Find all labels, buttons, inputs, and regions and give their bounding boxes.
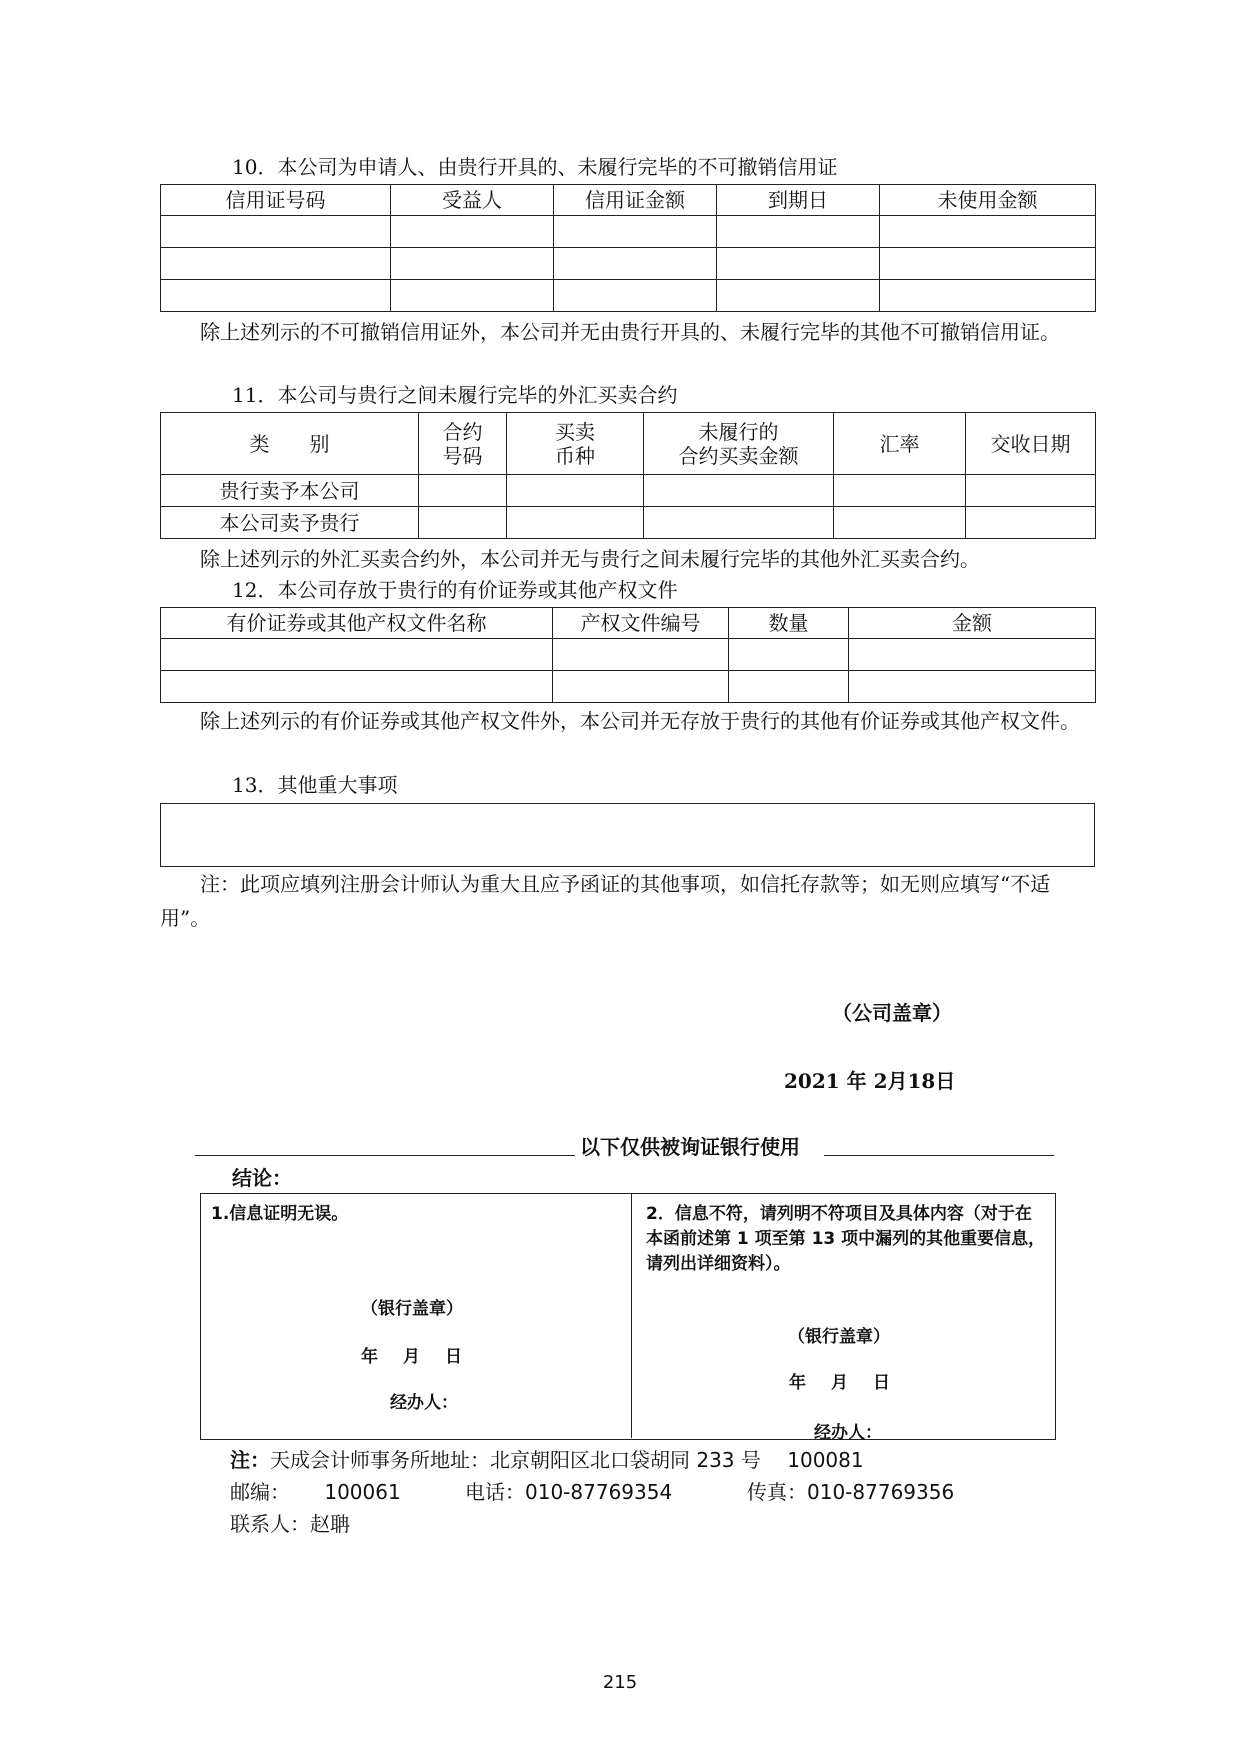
table-row	[161, 280, 1096, 312]
section-13-heading: 13．其他重大事项	[232, 773, 398, 797]
section-10-note: 除上述列示的不可撤销信用证外，本公司并无由贵行开具的、未履行完毕的其他不可撤销信用证。	[200, 320, 1060, 344]
table-cell[interactable]	[553, 671, 729, 703]
header-cell: 买卖 币种	[507, 413, 644, 475]
conclusion-divider	[631, 1194, 632, 1438]
table-cell[interactable]	[507, 507, 644, 539]
table-cell[interactable]	[161, 639, 553, 671]
table-cell[interactable]	[880, 216, 1096, 248]
letter-of-credit-table	[160, 184, 1096, 312]
other-matters-box[interactable]	[160, 803, 1095, 867]
header-cell: 信用证金额	[554, 185, 717, 216]
fx-contract-table	[160, 412, 1096, 539]
table-cell[interactable]	[644, 507, 834, 539]
table-cell[interactable]	[161, 280, 391, 312]
section-12-note: 除上述列示的有价证券或其他产权文件外，本公司并无存放于贵行的其他有价证券或其他产权文件。	[200, 709, 1080, 733]
table-cell[interactable]	[834, 475, 966, 507]
phone-label: 电话：	[465, 1480, 525, 1504]
table-header-row	[161, 413, 1096, 475]
table-cell[interactable]	[554, 280, 717, 312]
table-cell[interactable]	[966, 507, 1096, 539]
table-row	[161, 671, 1096, 703]
contact-label: 联系人：	[230, 1512, 310, 1536]
section-10-heading: 10．本公司为申请人、由贵行开具的、未履行完毕的不可撤销信用证	[232, 155, 838, 179]
table-cell[interactable]	[729, 639, 849, 671]
table-cell[interactable]	[717, 248, 880, 280]
page-number: 215	[602, 1672, 638, 1693]
table-cell[interactable]	[507, 475, 644, 507]
table-cell[interactable]	[729, 671, 849, 703]
header-cell: 汇率	[834, 413, 966, 475]
securities-table	[160, 607, 1096, 703]
conclusion-box	[200, 1193, 1056, 1440]
header-cell: 到期日	[717, 185, 880, 216]
table-row	[161, 216, 1096, 248]
left-date: 年 月 日	[361, 1347, 466, 1367]
section-11-heading: 11．本公司与贵行之间未履行完毕的外汇买卖合约	[232, 383, 678, 407]
table-cell[interactable]	[391, 280, 554, 312]
right-handler: 经办人：	[814, 1423, 882, 1443]
table-cell[interactable]	[849, 671, 1096, 703]
table-cell[interactable]	[391, 216, 554, 248]
firm-address: 天成会计师事务所地址：北京朝阳区北口袋胡同 233 号 100081	[270, 1448, 864, 1472]
header-cell: 信用证号码	[161, 185, 391, 216]
section-13-note: 注：此项应填列注册会计师认为重大且应予函证的其他事项，如信托存款等；如无则应填写“不适用”。	[160, 872, 1051, 930]
table-cell[interactable]	[161, 671, 553, 703]
table-cell[interactable]	[834, 507, 966, 539]
note-label: 注：	[230, 1448, 270, 1472]
table-cell[interactable]	[553, 639, 729, 671]
table-row	[161, 639, 1096, 671]
header-cell: 类 别	[161, 413, 419, 475]
contact-name: 赵聃	[310, 1512, 350, 1536]
bank-only-title: 以下仅供被询证银行使用	[580, 1135, 800, 1159]
left-bank-seal: （银行盖章）	[361, 1299, 463, 1319]
table-cell[interactable]	[419, 475, 507, 507]
header-cell: 金额	[849, 608, 1096, 639]
left-handler: 经办人：	[390, 1393, 458, 1413]
section-12-heading: 12．本公司存放于贵行的有价证券或其他产权文件	[232, 578, 678, 602]
firm-address-line	[230, 1444, 864, 1476]
header-cell: 有价证券或其他产权文件名称	[161, 608, 553, 639]
header-cell: 未履行的 合约买卖金额	[644, 413, 834, 475]
header-cell: 产权文件编号	[553, 608, 729, 639]
table-cell[interactable]	[880, 248, 1096, 280]
header-cell: 合约 号码	[419, 413, 507, 475]
postcode: 100061	[324, 1480, 401, 1504]
divider-left	[195, 1155, 575, 1156]
postcode-label: 邮编：	[230, 1480, 290, 1504]
right-bank-seal: （银行盖章）	[788, 1327, 890, 1347]
table-header-row	[161, 608, 1096, 639]
fax-label: 传真：	[747, 1480, 807, 1504]
header-cell: 未使用金额	[880, 185, 1096, 216]
section-11-note: 除上述列示的外汇买卖合约外，本公司并无与贵行之间未履行完毕的其他外汇买卖合约。	[200, 547, 980, 571]
row-label: 本公司卖予贵行	[161, 507, 419, 539]
conclusion-correct-text: 1.信息证明无误。	[211, 1204, 349, 1224]
table-row	[161, 507, 1096, 539]
right-date: 年 月 日	[789, 1373, 894, 1393]
table-cell[interactable]	[161, 216, 391, 248]
table-cell[interactable]	[161, 248, 391, 280]
confirmation-date: 2021 年 2月18日	[784, 1069, 956, 1093]
table-cell[interactable]	[717, 216, 880, 248]
conclusion-label: 结论：	[232, 1166, 292, 1190]
table-cell[interactable]	[717, 280, 880, 312]
table-row	[161, 248, 1096, 280]
contact-person-line	[230, 1508, 350, 1540]
divider-right	[824, 1155, 1054, 1156]
table-cell[interactable]	[554, 216, 717, 248]
row-label: 贵行卖予本公司	[161, 475, 419, 507]
contact-numbers-line	[230, 1476, 1030, 1508]
table-cell[interactable]	[849, 639, 1096, 671]
table-cell[interactable]	[644, 475, 834, 507]
table-cell[interactable]	[554, 248, 717, 280]
table-row	[161, 475, 1096, 507]
header-cell: 交收日期	[966, 413, 1096, 475]
table-header-row	[161, 185, 1096, 216]
company-seal-label: （公司盖章）	[832, 1001, 952, 1025]
table-cell[interactable]	[966, 475, 1096, 507]
phone: 010-87769354	[525, 1480, 673, 1504]
header-cell: 数量	[729, 608, 849, 639]
table-cell[interactable]	[419, 507, 507, 539]
header-cell: 受益人	[391, 185, 554, 216]
table-cell[interactable]	[391, 248, 554, 280]
conclusion-mismatch-text: 2．信息不符，请列明不符项目及具体内容（对于在本函前述第 1 项至第 13 项中漏列的其他重要信息，请列出详细资料）。	[646, 1204, 1046, 1274]
fax: 010-87769356	[807, 1480, 955, 1504]
table-cell[interactable]	[880, 280, 1096, 312]
